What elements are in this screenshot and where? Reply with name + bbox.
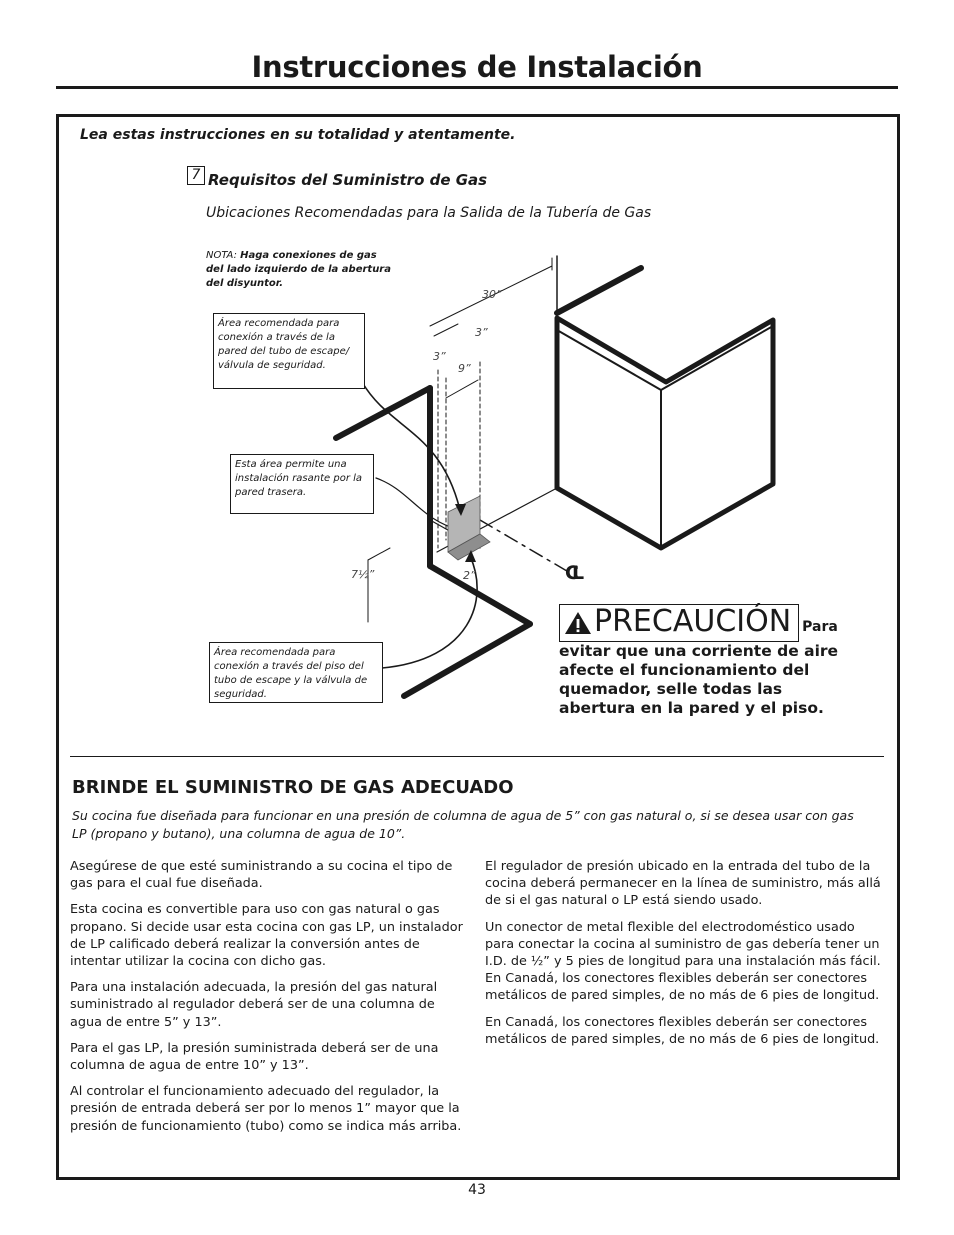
callout-wall-text: Área recomendada para conexión a través de la pared del tubo de escape/ válvula de seguridad. xyxy=(218,318,350,371)
dimension-30: 30” xyxy=(482,288,502,301)
intro-text: Lea estas instrucciones en su totalidad y atentamente. xyxy=(80,127,516,143)
paragraph: Para una instalación adecuada, la presión del gas natural suministrado al regulador deberá ser de una columna de agua de entre 5” y 13”. xyxy=(70,980,438,1030)
floor-edge-front xyxy=(430,566,530,624)
dim-3-line xyxy=(434,324,458,336)
callout-flush-install xyxy=(230,454,374,514)
callout-floor-text: Área recomendada para conexión a través del piso del tubo de escape y la válvula de seguridad. xyxy=(214,647,368,700)
cabinet-outline xyxy=(557,318,773,548)
dimension-2: 2” xyxy=(463,569,476,582)
left-column xyxy=(70,858,466,1144)
section-heading: BRINDE EL SUMINISTRO DE GAS ADECUADO xyxy=(72,777,514,798)
callout-floor-connection xyxy=(209,642,383,703)
page-title: Instrucciones de Instalación xyxy=(251,50,703,84)
centerline-symbol: CL xyxy=(565,562,578,584)
dimension-9: 9” xyxy=(458,362,471,375)
caution-block xyxy=(559,604,859,718)
dimension-7-half: 7½” xyxy=(351,568,375,581)
floor-edge-lower xyxy=(404,624,530,696)
paragraph: Para el gas LP, la presión suministrada deberá ser de una columna de agua de entre 10” y 13”. xyxy=(70,1040,439,1074)
wall-edge-upper xyxy=(336,388,430,438)
paragraph: Asegúrese de que esté suministrando a su cocina el tipo de gas para el cual fue diseñada. xyxy=(70,859,453,892)
dimension-3-upper: 3” xyxy=(475,326,488,339)
caution-text: evitar que una corriente de aire afecte el funcionamiento del quemador, selle todas las abertura en la pared y el piso. xyxy=(559,642,839,717)
cabinet-top-edge xyxy=(557,330,661,390)
section-intro: Su cocina fue diseñada para funcionar en una presión de columna de agua de 5” con gas natural o, si se desea usar con gas LP (propano y butano), una columna de agua de 10”. xyxy=(72,808,854,841)
step-number: 7 xyxy=(187,166,205,185)
paragraph: Un conector de metal flexible del electrodoméstico usado para conectar la cocina al suministro de gas debería tener un I.D. de ½” y 5 pies de longitud para una instalación más fácil. En Canadá, los conectores flexibles deberán ser conectores metálicos de pared simples, de no más de 6 pies de longitud. xyxy=(485,919,881,1004)
centerline-dash xyxy=(480,520,572,574)
warning-icon xyxy=(564,611,592,635)
dim-9-line xyxy=(446,380,478,398)
page-number: 43 xyxy=(468,1182,486,1198)
caution-badge xyxy=(559,604,799,642)
note-text: Haga conexiones de gas del lado izquierdo de la abertura del disyuntor. xyxy=(206,250,391,289)
step-title: Requisitos del Suministro de Gas xyxy=(208,171,488,189)
diagram-subtitle: Ubicaciones Recomendadas para la Salida de la Tubería de Gas xyxy=(206,205,652,221)
leader-flush xyxy=(376,478,460,530)
caution-label: PRECAUCIÓN xyxy=(594,604,792,639)
note-label: NOTA: xyxy=(206,250,241,261)
paragraph: Al controlar el funcionamiento adecuado del regulador, la presión de entrada deberá ser por lo menos 1” mayor que la presión de funcionamiento (tubo) como se indica más arriba. xyxy=(70,1084,462,1134)
callout-wall-connection xyxy=(213,313,365,389)
dim-7h-top xyxy=(368,548,390,560)
paragraph: El regulador de presión ubicado en la entrada del tubo de la cocina deberá permanecer en la línea de suministro, más allá de si el gas natural o LP está siendo usado. xyxy=(485,859,881,909)
paragraph: En Canadá, los conectores flexibles deberán ser conectores metálicos de pared simples, de no más de 6 pies de longitud. xyxy=(485,1014,880,1047)
section-divider xyxy=(70,756,884,757)
caution-lead: Para xyxy=(802,619,838,635)
cabinet-top-edge-2 xyxy=(661,326,773,390)
callout-flush-text: Esta área permite una instalación rasante por la pared trasera. xyxy=(235,459,363,498)
right-column xyxy=(485,858,881,1057)
dimension-3-lower: 3” xyxy=(433,350,446,363)
wall-edge-right xyxy=(557,268,641,313)
paragraph: Esta cocina es convertible para uso con gas natural o gas propano. Si decide usar esta cocina con gas LP, un instalador de LP calificado deberá realizar la conversión antes de intentar utilizar la cocina con dicho gas. xyxy=(70,902,463,970)
